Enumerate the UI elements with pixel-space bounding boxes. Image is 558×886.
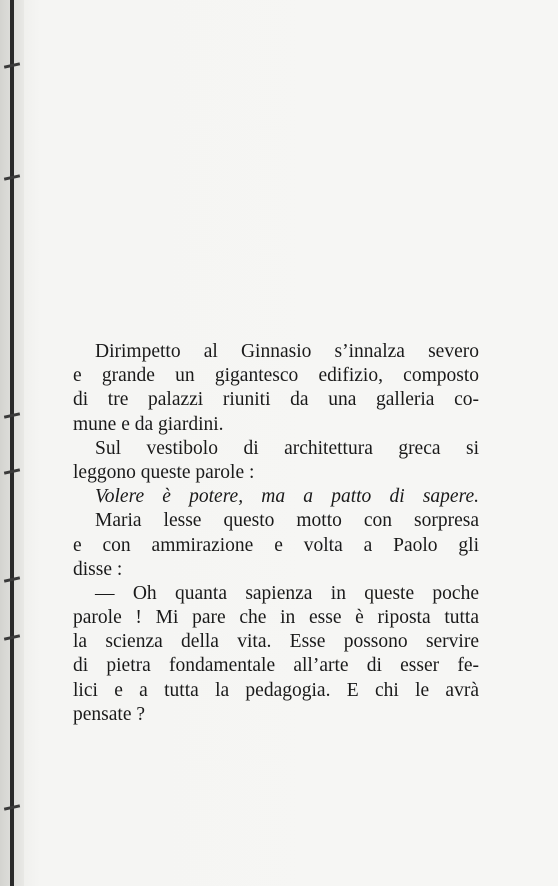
text-line: disse : — [73, 558, 123, 580]
text-line: Maria lesse questo motto con sorpresa — [95, 510, 479, 532]
text-line: e con ammirazione e volta a Paolo gli — [73, 534, 479, 556]
text-line: Dirimpetto al Ginnasio s’innalza severo — [95, 341, 479, 362]
text-line: mune e da giardini. — [73, 413, 224, 435]
text-line: la scienza della vita. Esse possono servire — [73, 631, 479, 653]
body-text — [73, 340, 479, 727]
text-line: e grande un gigantesco edifizio, composto — [73, 365, 479, 387]
text-line: pensate ? — [73, 703, 146, 725]
binding-spine-line — [10, 0, 14, 886]
motto-line: Volere è potere, ma a patto di sapere. — [95, 486, 479, 508]
text-line: di tre palazzi riuniti da una galleria co- — [73, 389, 479, 411]
text-line: Sul vestibolo di architettura greca si — [95, 437, 479, 459]
text-line: parole ! Mi pare che in esse è riposta tutta — [73, 607, 479, 629]
text-line: — Oh quanta sapienza in queste poche — [95, 582, 479, 604]
text-line: lici e a tutta la pedagogia. E chi le avrà — [73, 679, 479, 701]
book-binding — [0, 0, 24, 886]
text-line: di pietra fondamentale all’arte di esser fe- — [73, 655, 479, 677]
text-line: leggono queste parole : — [73, 461, 255, 483]
